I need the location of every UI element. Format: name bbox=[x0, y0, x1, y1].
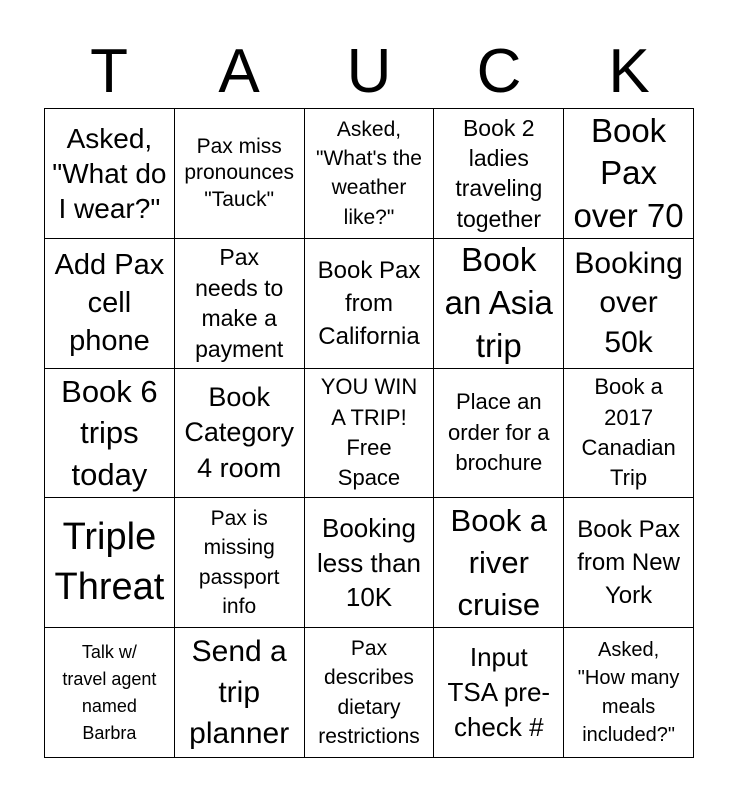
bingo-cell-text: Pax needs to make a payment bbox=[195, 244, 284, 362]
bingo-cell-text: Asked, "What do I wear?" bbox=[52, 122, 167, 224]
bingo-cell[interactable] bbox=[434, 109, 564, 239]
bingo-cell[interactable] bbox=[175, 369, 305, 499]
bingo-cell[interactable] bbox=[564, 369, 694, 499]
bingo-board bbox=[44, 108, 694, 758]
bingo-cell[interactable] bbox=[45, 239, 175, 369]
bingo-cell[interactable] bbox=[564, 628, 694, 758]
bingo-cell-text: Booking over 50k bbox=[574, 246, 683, 359]
bingo-cell[interactable] bbox=[45, 628, 175, 758]
bingo-cell-text: Book a 2017 Canadian Trip bbox=[581, 374, 676, 491]
bingo-cell-text: Pax describes dietary restrictions bbox=[318, 636, 420, 748]
header-letter-t: T bbox=[90, 37, 128, 106]
bingo-cell-text: Asked, "How many meals included?" bbox=[577, 638, 680, 746]
bingo-cell[interactable] bbox=[45, 369, 175, 499]
bingo-cell[interactable] bbox=[305, 109, 435, 239]
bingo-cell-text: Book Pax from California bbox=[317, 256, 421, 350]
bingo-cell[interactable] bbox=[305, 628, 435, 758]
bingo-cell-text: Send a trip planner bbox=[189, 634, 290, 751]
bingo-cell-text: Book a river cruise bbox=[450, 502, 548, 622]
bingo-cell[interactable] bbox=[434, 239, 564, 369]
bingo-cell-text: Book Category 4 room bbox=[184, 382, 294, 483]
bingo-cell-text: Book Pax from New York bbox=[577, 516, 680, 610]
bingo-cell[interactable] bbox=[434, 369, 564, 499]
bingo-cell[interactable] bbox=[434, 498, 564, 628]
bingo-cell[interactable] bbox=[564, 239, 694, 369]
bingo-cell[interactable] bbox=[175, 498, 305, 628]
bingo-cell-text: Pax is missing passport info bbox=[198, 507, 280, 619]
bingo-cell-text: Asked, "What's the weather like?" bbox=[315, 117, 422, 229]
bingo-cell[interactable] bbox=[45, 109, 175, 239]
bingo-cell-text: Book 2 ladies traveling together bbox=[455, 114, 543, 232]
bingo-cell[interactable] bbox=[175, 109, 305, 239]
bingo-cell-text: Add Pax cell phone bbox=[54, 248, 165, 358]
bingo-cell[interactable] bbox=[305, 239, 435, 369]
bingo-cell[interactable] bbox=[564, 498, 694, 628]
bingo-cell[interactable] bbox=[305, 498, 435, 628]
bingo-cell-text: Pax miss pronounces "Tauck" bbox=[184, 135, 295, 211]
header-letter-c: C bbox=[476, 37, 522, 106]
header-letter-u: U bbox=[346, 37, 392, 106]
free-space-text: YOU WIN A TRIP! Free Space bbox=[320, 374, 418, 491]
bingo-cell-text: Booking less than 10K bbox=[316, 512, 422, 613]
bingo-cell[interactable] bbox=[434, 628, 564, 758]
bingo-cell-text: Place an order for a brochure bbox=[448, 388, 550, 476]
bingo-cell[interactable] bbox=[175, 628, 305, 758]
header-letter-k: K bbox=[608, 37, 650, 106]
bingo-header bbox=[44, 36, 694, 108]
header-letter-a: A bbox=[218, 37, 260, 106]
bingo-cell-text: Input TSA pre- check # bbox=[447, 641, 551, 743]
bingo-cell-text: Book an Asia trip bbox=[444, 240, 553, 364]
bingo-cell[interactable] bbox=[45, 498, 175, 628]
bingo-cell-text: Talk w/ travel agent named Barbra bbox=[62, 641, 157, 743]
bingo-cell[interactable] bbox=[564, 109, 694, 239]
bingo-cell-text: Book 6 trips today bbox=[61, 373, 158, 492]
bingo-cell-text: Book Pax over 70 bbox=[573, 112, 684, 234]
bingo-cell-text: Triple Threat bbox=[54, 516, 165, 608]
bingo-cell free-space[interactable] bbox=[305, 369, 435, 499]
bingo-cell[interactable] bbox=[175, 239, 305, 369]
